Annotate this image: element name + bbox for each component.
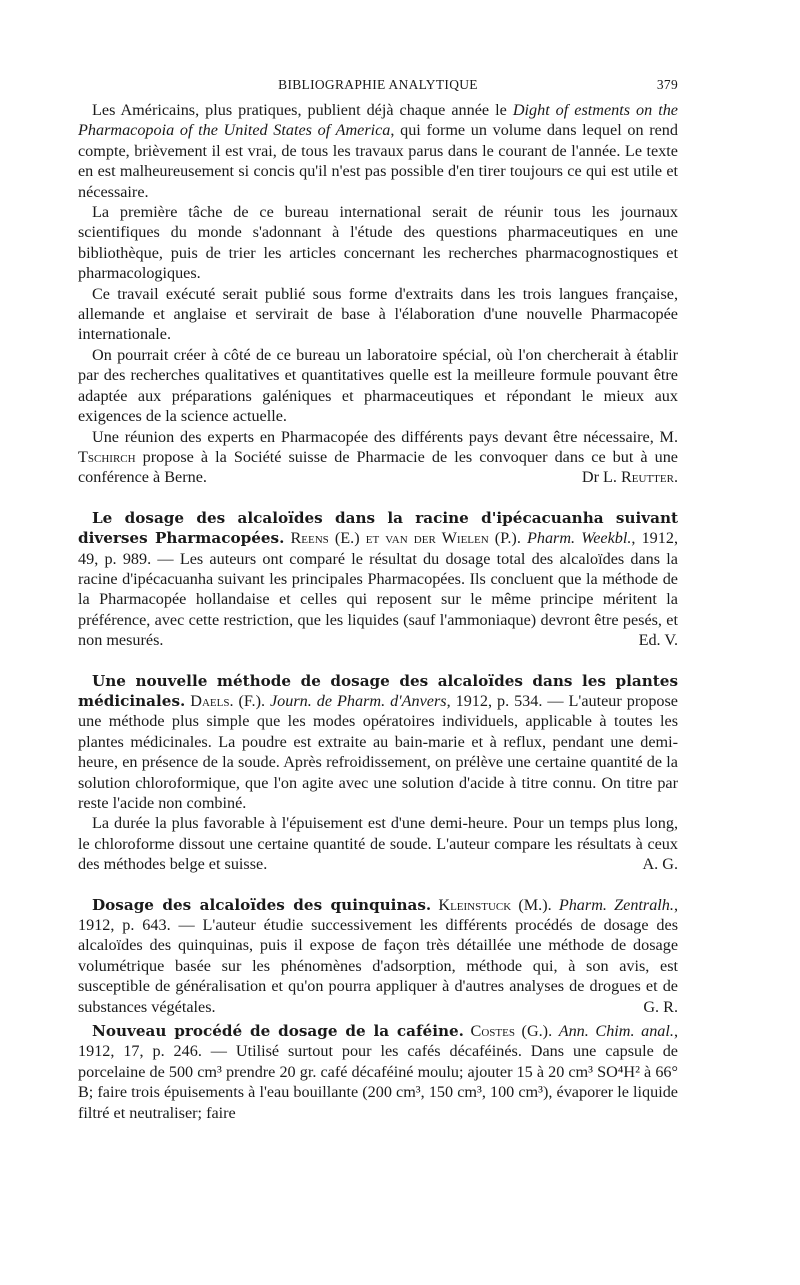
- entry-ipeca: [78, 508, 678, 651]
- intro-paragraph-1: [78, 100, 678, 202]
- entry-title: Dosage des alcaloïdes des quinquinas.: [92, 895, 432, 914]
- intro-p1-text: Les Américains, plus pratiques, publient déjà chaque année le: [92, 101, 513, 119]
- entry-reference: , 1912, p. 534. —: [446, 691, 569, 710]
- entry-methode-dosage: [78, 671, 678, 814]
- intro-paragraph-4: On pourrait créer à côté de ce bureau un laboratoire spécial, où l'on chercherait à établir par des recherches qualitatives et quantitatives quelle est la meilleure formule pouvant être adaptée aux préparations galéniques et pharmaceutiques et répondant le mieux aux exigences de la science actuelle.: [78, 345, 678, 426]
- page-number: 379: [656, 77, 678, 92]
- signature: Dr L. Reutter.: [581, 468, 678, 487]
- body-text: [78, 100, 678, 1123]
- person-name: Tschirch: [78, 447, 136, 466]
- intro-paragraph-5: [78, 427, 678, 488]
- intro-p5-text: Une réunion des experts en Pharmacopée des différents pays devant être nécessaire, M.: [92, 427, 678, 446]
- entry-reference: , 1912, 17, p. 246. —: [78, 1022, 678, 1061]
- entry-quinquinas: [78, 895, 678, 1017]
- entry-journal: Pharm. Weekbl.: [526, 529, 632, 548]
- entry-reference: , 1912, p. 643. —: [78, 895, 678, 935]
- entry-body: L'auteur étudie successivement les différents procédés de dosage des alcaloïdes des quinquinas, puis il expose de façon très détaillée une méthode de dosage volumétrique basée sur les phénomènes d'adsorption, méthode qui, à son avis, est susceptible de généralisation et qu'on pourra appliquer à d'autres analyses de drogues et de substances végétales.: [78, 916, 678, 1016]
- entry-title: Nouveau procédé de dosage de la caféine.: [92, 1022, 464, 1041]
- entry-title: Le dosage des alcaloïdes dans la racine d'ipécacuanha suivant diverses Pharmacopées.: [78, 508, 678, 548]
- entry-body: Utilisé surtout pour les cafés décaféinés. Dans une capsule de porcelaine de 500 cm³ prendre 20 gr. café décaféiné moulu; ajouter 15 à 20 cm³ SO⁴H² à 66° B; faire trois épuisements à l'eau bouillante (200 cm³, 150 cm³, 100 cm³), évaporer le liquide filtré et neutraliser; faire: [78, 1042, 678, 1122]
- entry-authors: Kleinstuck (M.).: [431, 895, 559, 914]
- intro-p1-text-cont: , qui forme un volume dans lequel on rend compte, brièvement il est vrai, de tous les travaux parus dans le courant de l'année. Le texte en est malheureusement si concis qu'il n'est pas possible d'en tirer toujours ce qui est utile et nécessaire.: [78, 121, 678, 201]
- cited-title: Dight of estments on the Pharmacopoia of the United States of America: [78, 101, 678, 140]
- entry-journal: Ann. Chim. anal.: [558, 1022, 674, 1041]
- entry-journal: Pharm. Zentralh.: [558, 895, 674, 914]
- entry-authors: Daels. (F.).: [185, 691, 270, 710]
- entry-authors: Reens (E.) et van der Wielen (P.).: [284, 529, 527, 548]
- running-title: BIBLIOGRAPHIE ANALYTIQUE: [278, 77, 478, 92]
- intro-paragraph-3: Ce travail exécuté serait publié sous forme d'extraits dans les trois langues française, allemande et anglaise et servirait de base à l'élaboration d'une nouvelle Pharmacopée internationale.: [78, 284, 678, 344]
- intro-p5-text-cont: propose à la Société suisse de Pharmacie de les convoquer dans ce but à une conférence à Berne.: [78, 447, 678, 487]
- entry-title: Une nouvelle méthode de dosage des alcaloïdes dans les plantes médicinales.: [78, 671, 678, 710]
- running-head: [78, 77, 678, 97]
- entry-body: Les auteurs ont comparé le résultat du dosage total des alcaloïdes dans la racine d'ipécacuanha suivant les principales Pharmacopées. Ils concluent que la méthode de la Pharmacopée hollandaise et celles qui reposent sur le même principe méritent la préférence, avec cette restriction, que les liquides (sauf l'ammoniaque) devront être pesés, et non mesurés.: [78, 549, 678, 650]
- entry-body-continued: La durée la plus favorable à l'épuisement est d'une demi-heure. Pour un temps plus long, le chloroforme dissout une certaine quantité de soude. L'auteur compare les résultats à ceux des méthodes belge et suisse. A. G.: [78, 814, 678, 874]
- entry-journal: Journ. de Pharm. d'Anvers: [270, 691, 447, 710]
- intro-paragraph-2: La première tâche de ce bureau international serait de réunir tous les journaux scientifiques du monde s'adonnant à l'étude des questions pharmaceutiques en une bibliothèque, puis de trier les articles concernant les recherches pharmacognostiques et pharmacologiques.: [78, 203, 678, 283]
- entry-reference: , 1912, 49, p. 989. —: [78, 529, 678, 568]
- entry-authors: Costes (G.).: [463, 1022, 559, 1041]
- entry-signature: Ed. V.: [638, 631, 678, 650]
- entry-signature: A. G.: [642, 855, 678, 874]
- entry-body: L'auteur propose une méthode plus simple que les modes opératoires individuels, applicable à toutes les plantes médicinales. La poudre est extraite au bain-marie et à reflux, pendant une demi-heure, en présence de la soude. Après refroidissement, on prélève une certaine quantité de la solution chloroformique, que l'on agite avec une solution d'acide à titre connu. On titre par reste l'acide non combiné.: [78, 691, 678, 812]
- entry-cafeine: [78, 1021, 678, 1123]
- entry-signature: G. R.: [643, 997, 678, 1016]
